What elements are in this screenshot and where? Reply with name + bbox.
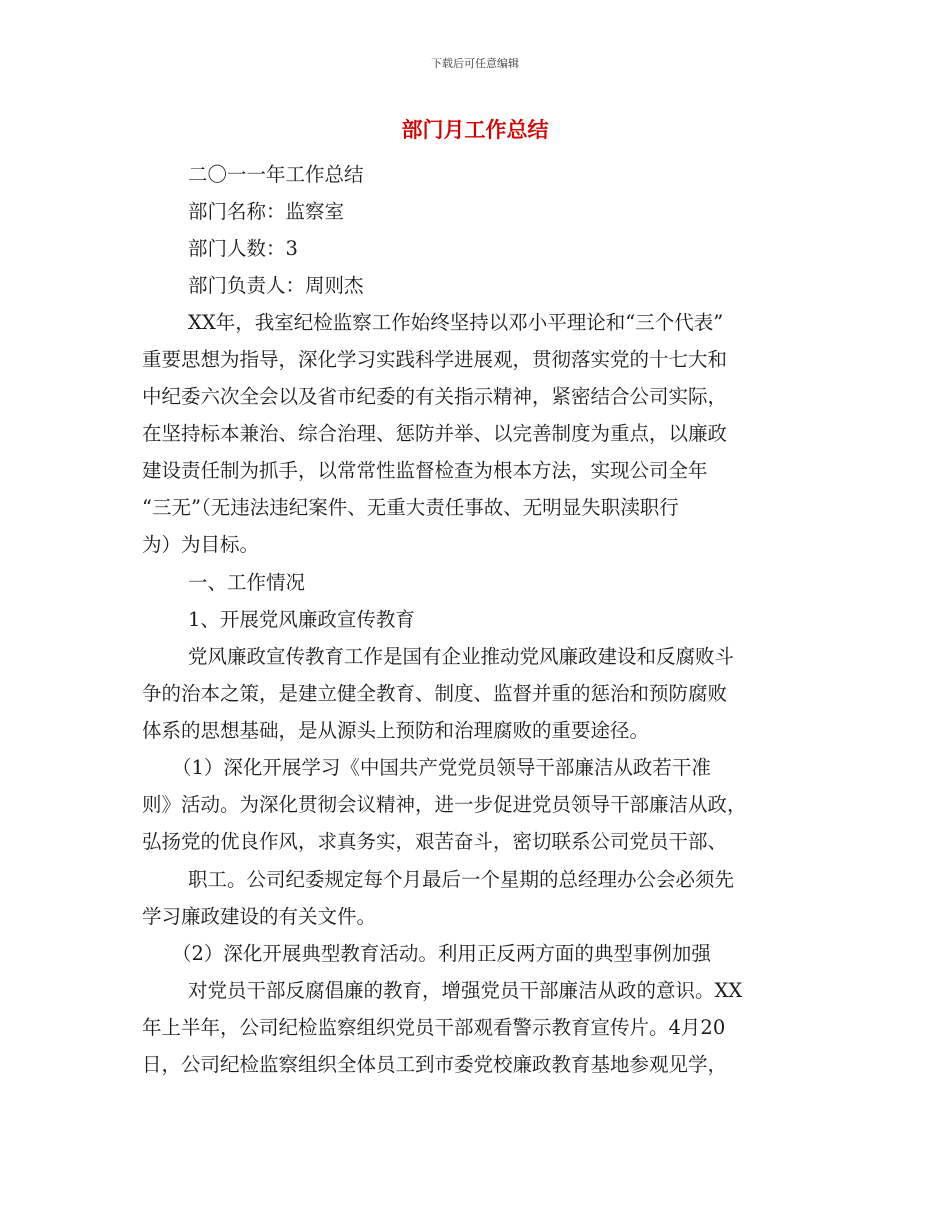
paragraph-line: 则》活动。为深化贯彻会议精神，进一步促进党员领导干部廉洁从政， <box>142 793 747 816</box>
paragraph-line: 争的治本之策，是建立健全教育、制度、监督并重的惩治和预防腐败 <box>142 682 728 705</box>
department-name-line: 部门名称：监察室 <box>188 200 345 223</box>
paragraph-line: XX年，我室纪检监察工作始终坚持以邓小平理论和“三个代表” <box>188 311 724 334</box>
paragraph-line: “三无”（无违法违纪案件、无重大责任事故、无明显失职渎职行 <box>142 496 679 519</box>
document-title: 部门月工作总结 <box>401 118 549 142</box>
paragraph-line: 日，公司纪检监察组织全体员工到市委党校廉政教育基地参观见学， <box>142 1053 728 1076</box>
paragraph-line: 学习廉政建设的有关文件。 <box>142 905 377 928</box>
paragraph-line: 中纪委六次全会以及省市纪委的有关指示精神，紧密结合公司实际， <box>142 385 728 408</box>
paragraph-line: 体系的思想基础，是从源头上预防和治理腐败的重要途径。 <box>142 719 650 742</box>
section-heading: 一、工作情况 <box>188 571 306 594</box>
paragraph-line: 党风廉政宣传教育工作是国有企业推动党风廉政建设和反腐败斗 <box>188 645 735 668</box>
paragraph-line: （2）深化开展典型教育活动。利用正反两方面的典型事例加强 <box>172 942 711 965</box>
paragraph-line: （1）深化开展学习《中国共产党党员领导干部廉洁从政若干准 <box>172 756 711 779</box>
paragraph-line: 年上半年，公司纪检监察组织党员干部观看警示教育宣传片。4月20 <box>142 1016 726 1039</box>
paragraph-line: 重要思想为指导，深化学习实践科学进展观，贯彻落实党的十七大和 <box>142 348 728 371</box>
summary-year-line: 二〇一一年工作总结 <box>188 163 364 186</box>
paragraph-line: 在坚持标本兼治、综合治理、惩防并举、以完善制度为重点，以廉政 <box>142 422 728 445</box>
subsection-heading: 1、开展党风廉政宣传教育 <box>188 608 415 631</box>
paragraph-line: 职工。公司纪委规定每个月最后一个星期的总经理办公会必须先 <box>188 868 735 891</box>
header-note: 下载后可任意编辑 <box>431 57 519 70</box>
paragraph-line: 弘扬党的优良作风，求真务实，艰苦奋斗，密切联系公司党员干部、 <box>142 830 728 853</box>
department-head-line: 部门负责人：周则杰 <box>188 274 364 297</box>
paragraph-line: 对党员干部反腐倡廉的教育，增强党员干部廉洁从政的意识。XX <box>188 979 743 1002</box>
paragraph-line: 建设责任制为抓手，以常常性监督检查为根本方法，实现公司全年 <box>142 459 708 482</box>
paragraph-line: 为）为目标。 <box>142 533 260 556</box>
department-size-line: 部门人数：3 <box>188 237 298 260</box>
